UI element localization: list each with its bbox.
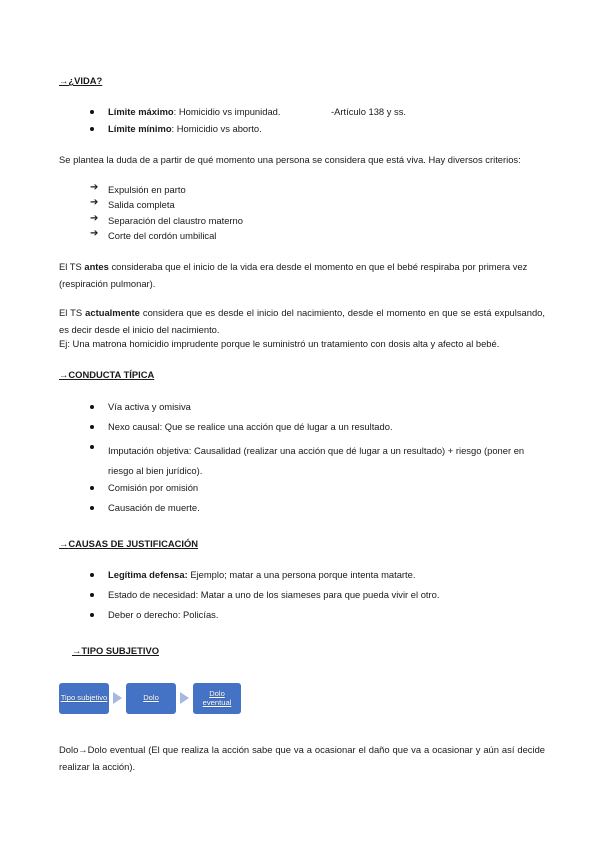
section-heading-vida: →¿VIDA? [59,75,103,86]
list-item: Vía activa y omisiva [108,401,191,412]
arrow-bullet-icon: ➔ [90,182,99,193]
list-item: Estado de necesidad: Matar a uno de los siameses para que pueda vivir el otro. [108,589,440,600]
arrow-bullet-icon: ➔ [90,197,99,208]
arrow-right-icon: → [59,369,69,380]
arrow-bullet-icon: ➔ [90,228,99,239]
bullet-icon [90,613,94,617]
paragraph: Ej: Una matrona homicidio imprudente porque le suministró un tratamiento con dosis alta y afecto al bebé. [59,338,500,349]
list-item: Salida completa [108,199,175,210]
bullet-icon [90,405,94,409]
section-heading-tipo: →TIPO SUBJETIVO [72,645,159,656]
bullet-icon [90,593,94,597]
arrow-right-icon: → [72,645,82,656]
bullet-icon [90,445,94,449]
bullet-icon [90,110,94,114]
bullet-icon [90,573,94,577]
article-note: -Artículo 138 y ss. [331,106,407,117]
list-item: Expulsión en parto [108,184,186,195]
list-item: Nexo causal: Que se realice una acción que dé lugar a un resultado. [108,421,393,432]
section-heading-conducta: →CONDUCTA TÍPICA [59,369,155,380]
bullet-icon [90,506,94,510]
flow-box-dolo: Dolo [126,683,176,714]
flow-arrow-icon [113,692,122,704]
arrow-right-icon: → [59,538,69,549]
list-item: Límite mínimo: Homicidio vs aborto. [108,123,262,134]
flow-box-dolo-eventual: Dolo eventual [193,683,241,714]
list-item: Límite máximo: Homicidio vs impunidad. [108,106,281,117]
flow-arrow-icon [180,692,189,704]
list-item: Separación del claustro materno [108,215,243,226]
list-item: Comisión por omisión [108,482,199,493]
bullet-icon [90,486,94,490]
arrow-right-icon: → [59,75,69,86]
paragraph: El TS antes consideraba que el inicio de la vida era desde el momento en que el bebé respiraba por primera vez (respiración pulmonar). [59,261,528,289]
list-item: Causación de muerte. [108,502,200,513]
flow-box-tipo-subjetivo: Tipo subjetivo [59,683,109,714]
list-item: Legítima defensa: Ejemplo; matar a una persona porque intenta matarte. [108,569,416,580]
section-heading-causas: →CAUSAS DE JUSTIFICACIÓN [59,538,199,549]
paragraph: Se plantea la duda de a partir de qué momento una persona se considera que está viva. Hay diversos criterios: [59,154,521,165]
list-item: Imputación objetiva: Causalidad (realizar una acción que dé lugar a un resultado) + riesgo (poner en riesgo al bien jurídico). [108,445,525,476]
list-item: Deber o derecho: Policías. [108,609,219,620]
paragraph: Dolo→Dolo eventual (El que realiza la acción sabe que va a ocasionar el daño que va a ocasionar y aún así decide realizar la acción). [59,744,545,772]
paragraph: El TS actualmente considera que es desde el inicio del nacimiento, desde el momento en que se está expulsando, es decir desde el inicio del nacimiento. [59,307,546,335]
list-item: Corte del cordón umbilical [108,230,217,241]
bullet-icon [90,127,94,131]
arrow-bullet-icon: ➔ [90,213,99,224]
bullet-icon [90,425,94,429]
